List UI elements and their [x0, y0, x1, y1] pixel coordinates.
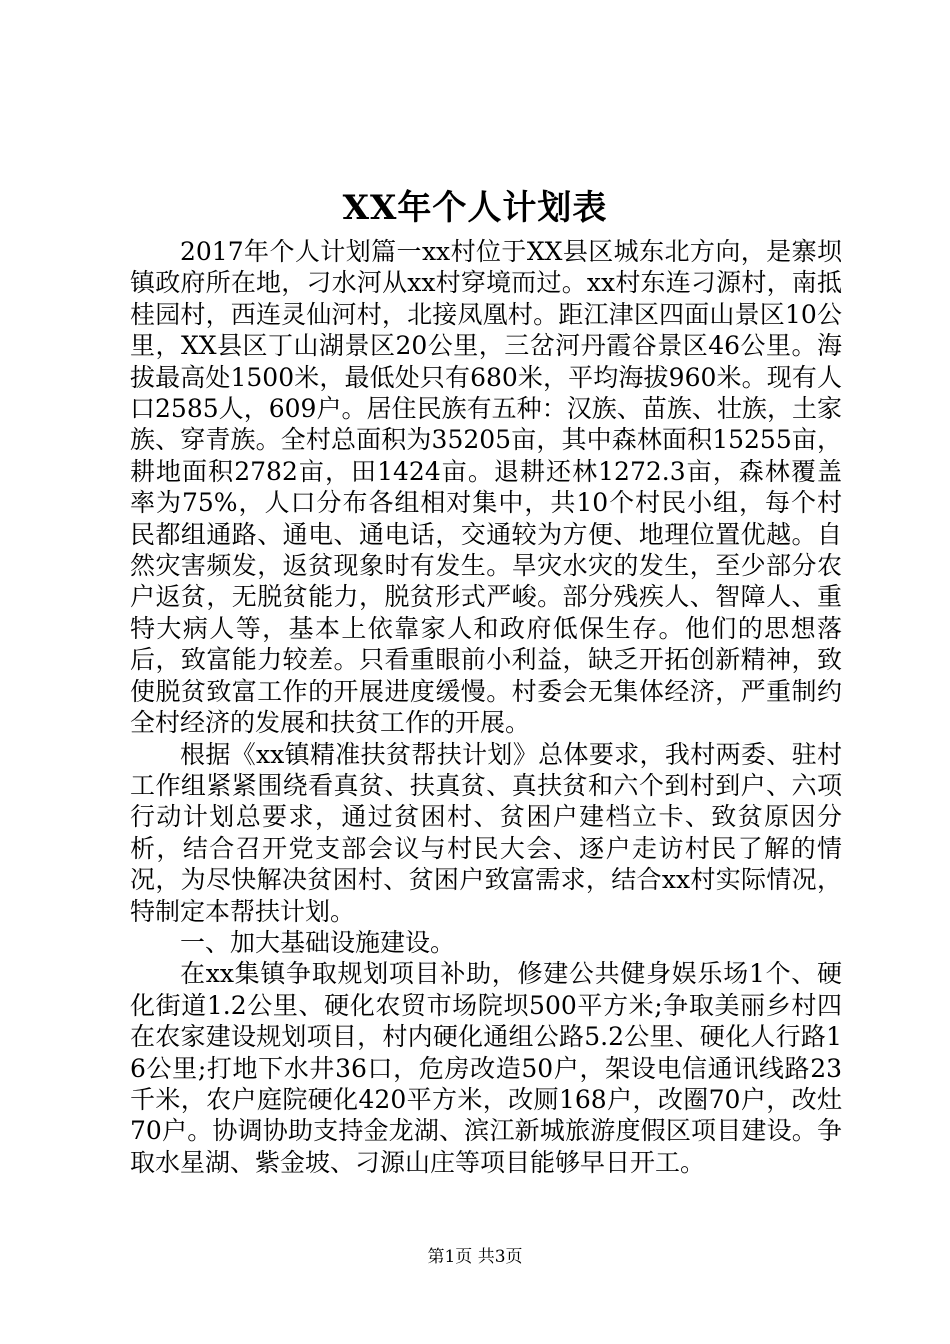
section-heading-infrastructure: 一、加大基础设施建设。 — [180, 927, 456, 957]
document-title: XX年个人计划表 — [342, 188, 608, 228]
paragraph-overview: 2017年个人计划篇一xx村位于XX县区城东北方向，是寨坝镇政府所在地，刁水河从xx村穿境而过。xx村东连刁源村，南抵桂园村，西连灵仙河村，北接凤凰村。距江津区四面山景区10公里，XX县区丁山湖景区20公里，三岔河丹霞谷景区46公里。海拔最高处1500米，最低处只有680米，平均海拔960米。现有人口2585人，609户。居住民族有五种：汉族、苗族、壮族，土家族、穿青族。全村总面积为35205亩，其中森林面积15255亩，耕地面积2782亩，田1424亩。退耕还林1272.3亩，森林覆盖率为75%，人口分布各组相对集中，共10个村民小组，每个村民都组通路、通电、通电话，交通较为方便、地理位置优越。自然灾害频发，返贫现象时有发生。旱灾水灾的发生，至少部分农户返贫，无脱贫能力，脱贫形式严峻。部分残疾人、智障人、重特大病人等，基本上依靠家人和政府低保生存。他们的思想落后，致富能力较差。只看重眼前小利益，缺乏开拓创新精神，致使脱贫致富工作的开展进度缓慢。村委会无集体经济，严重制约全村经济的发展和扶贫工作的开展。 — [130, 237, 842, 738]
paragraph-plan-basis: 根据《xx镇精准扶贫帮扶计划》总体要求，我村两委、驻村工作组紧紧围绕看真贫、扶真贫、真扶贫和六个到村到户、六项行动计划总要求，通过贫困村、贫困户建档立卡、致贫原因分析，结合召开党支部会议与村民大会、逐户走访村民了解的情况，为尽快解决贫困村、贫困户致富需求，结合xx村实际情况，特制定本帮扶计划。 — [130, 739, 842, 926]
page-footer: 第1页 共3页 — [427, 1247, 523, 1267]
document-body — [130, 236, 842, 1178]
paragraph-infrastructure: 在xx集镇争取规划项目补助，修建公共健身娱乐场1个、硬化街道1.2公里、硬化农贸市场院坝500平方米;争取美丽乡村四在农家建设规划项目，村内硬化通组公路5.2公里、硬化人行路16公里;打地下水井36口，危房改造50户，架设电信通讯线路23千米，农户庭院硬化420平方米，改厕168户，改圈70户，改灶70户。协调协助支持金龙湖、滨江新城旅游度假区项目建设。争取水星湖、紫金坡、刁源山庄等项目能够早日开工。 — [130, 959, 842, 1177]
